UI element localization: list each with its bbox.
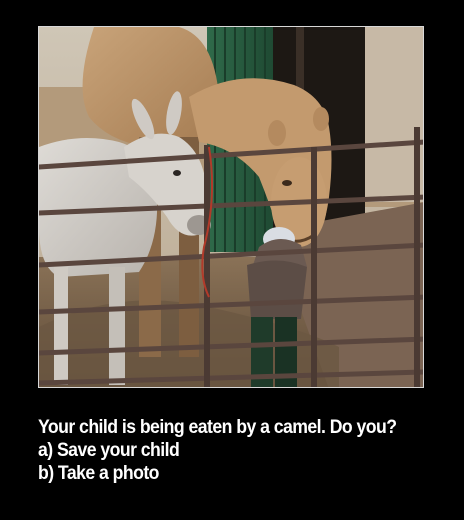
caption-question: Your child is being eaten by a camel. Do you? [38, 417, 397, 438]
caption [38, 416, 419, 485]
donkey-leg [54, 267, 68, 385]
caption-option-a: a) Save your child [38, 440, 180, 461]
camel-ear [268, 120, 286, 146]
photo [39, 27, 424, 388]
child-jacket [247, 260, 307, 319]
donkey-eye [173, 170, 181, 176]
camel-eye [282, 180, 292, 186]
photo-frame [38, 26, 424, 388]
donkey-leg [109, 267, 125, 385]
camel-ear [313, 107, 329, 131]
caption-option-b: b) Take a photo [38, 463, 159, 484]
